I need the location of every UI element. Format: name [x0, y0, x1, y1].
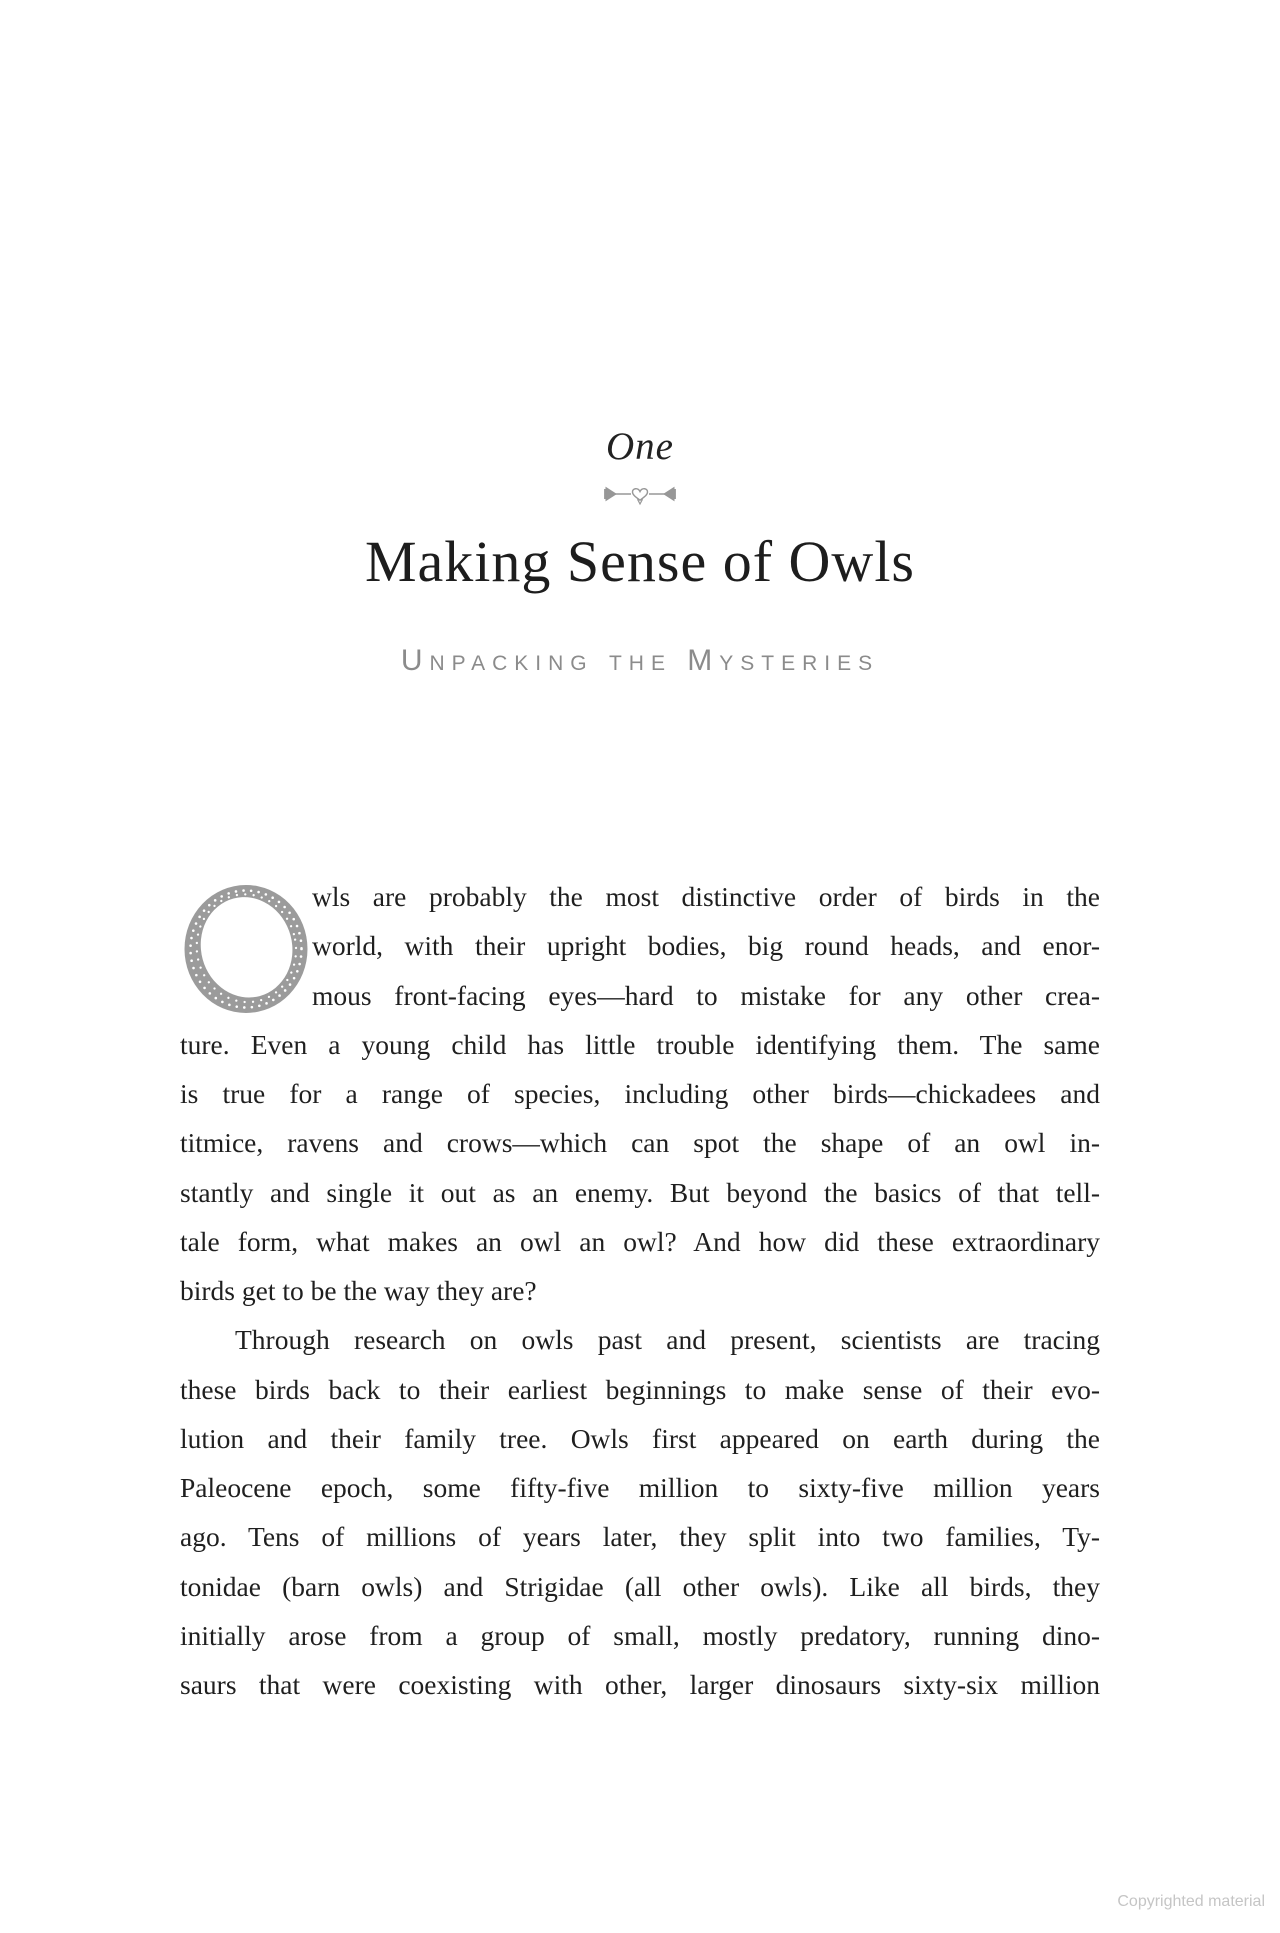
chapter-title: Making Sense of Owls	[364, 529, 915, 594]
text-line: initially arose from a group of small, mostly predatory, running dino-	[180, 1619, 1100, 1651]
body-text	[180, 872, 1100, 1709]
text-line: titmice, ravens and crows—which can spot the shape of an owl in-	[180, 1127, 1100, 1159]
copyright-watermark: Copyrighted material	[1117, 1893, 1265, 1910]
text-line: Through research on owls past and present, scientists are tracing	[235, 1324, 1100, 1356]
chapter-ornament	[0, 482, 1280, 511]
paragraph	[180, 872, 1100, 1315]
text-line: tonidae (barn owls) and Strigidae (all other owls). Like all birds, they	[180, 1570, 1100, 1602]
text-line: lution and their family tree. Owls first appeared on earth during the	[180, 1422, 1100, 1454]
text-line: mous front-facing eyes—hard to mistake for any other crea-	[312, 979, 1100, 1011]
text-line: is true for a range of species, including other birds—chickadees and	[180, 1078, 1100, 1109]
text-line: birds get to be the way they are?	[180, 1275, 537, 1306]
text-line: world, with their upright bodies, big round heads, and enor-	[312, 930, 1100, 962]
text-line: saurs that were coexisting with other, larger dinosaurs sixty-six million	[180, 1669, 1100, 1700]
text-line: these birds back to their earliest beginnings to make sense of their evo-	[180, 1373, 1100, 1405]
text-line: ago. Tens of millions of years later, they split into two families, Ty-	[180, 1521, 1100, 1553]
text-line: stantly and single it out as an enemy. But beyond the basics of that tell-	[180, 1176, 1100, 1208]
text-line: ture. Even a young child has little trouble identifying them. The same	[180, 1028, 1100, 1060]
text-line: tale form, what makes an owl an owl? And how did these extraordinary	[180, 1225, 1100, 1257]
text-line: wls are probably the most distinctive order of birds in the	[312, 881, 1100, 912]
arrow-rule-with-heart-icon	[602, 482, 678, 506]
paragraph	[180, 1315, 1100, 1709]
chapter-number: One	[606, 425, 674, 468]
text-line: Paleocene epoch, some fifty-five million to sixty-five million years	[180, 1472, 1100, 1503]
chapter-subtitle: Unpacking the Mysteries	[400, 644, 880, 677]
